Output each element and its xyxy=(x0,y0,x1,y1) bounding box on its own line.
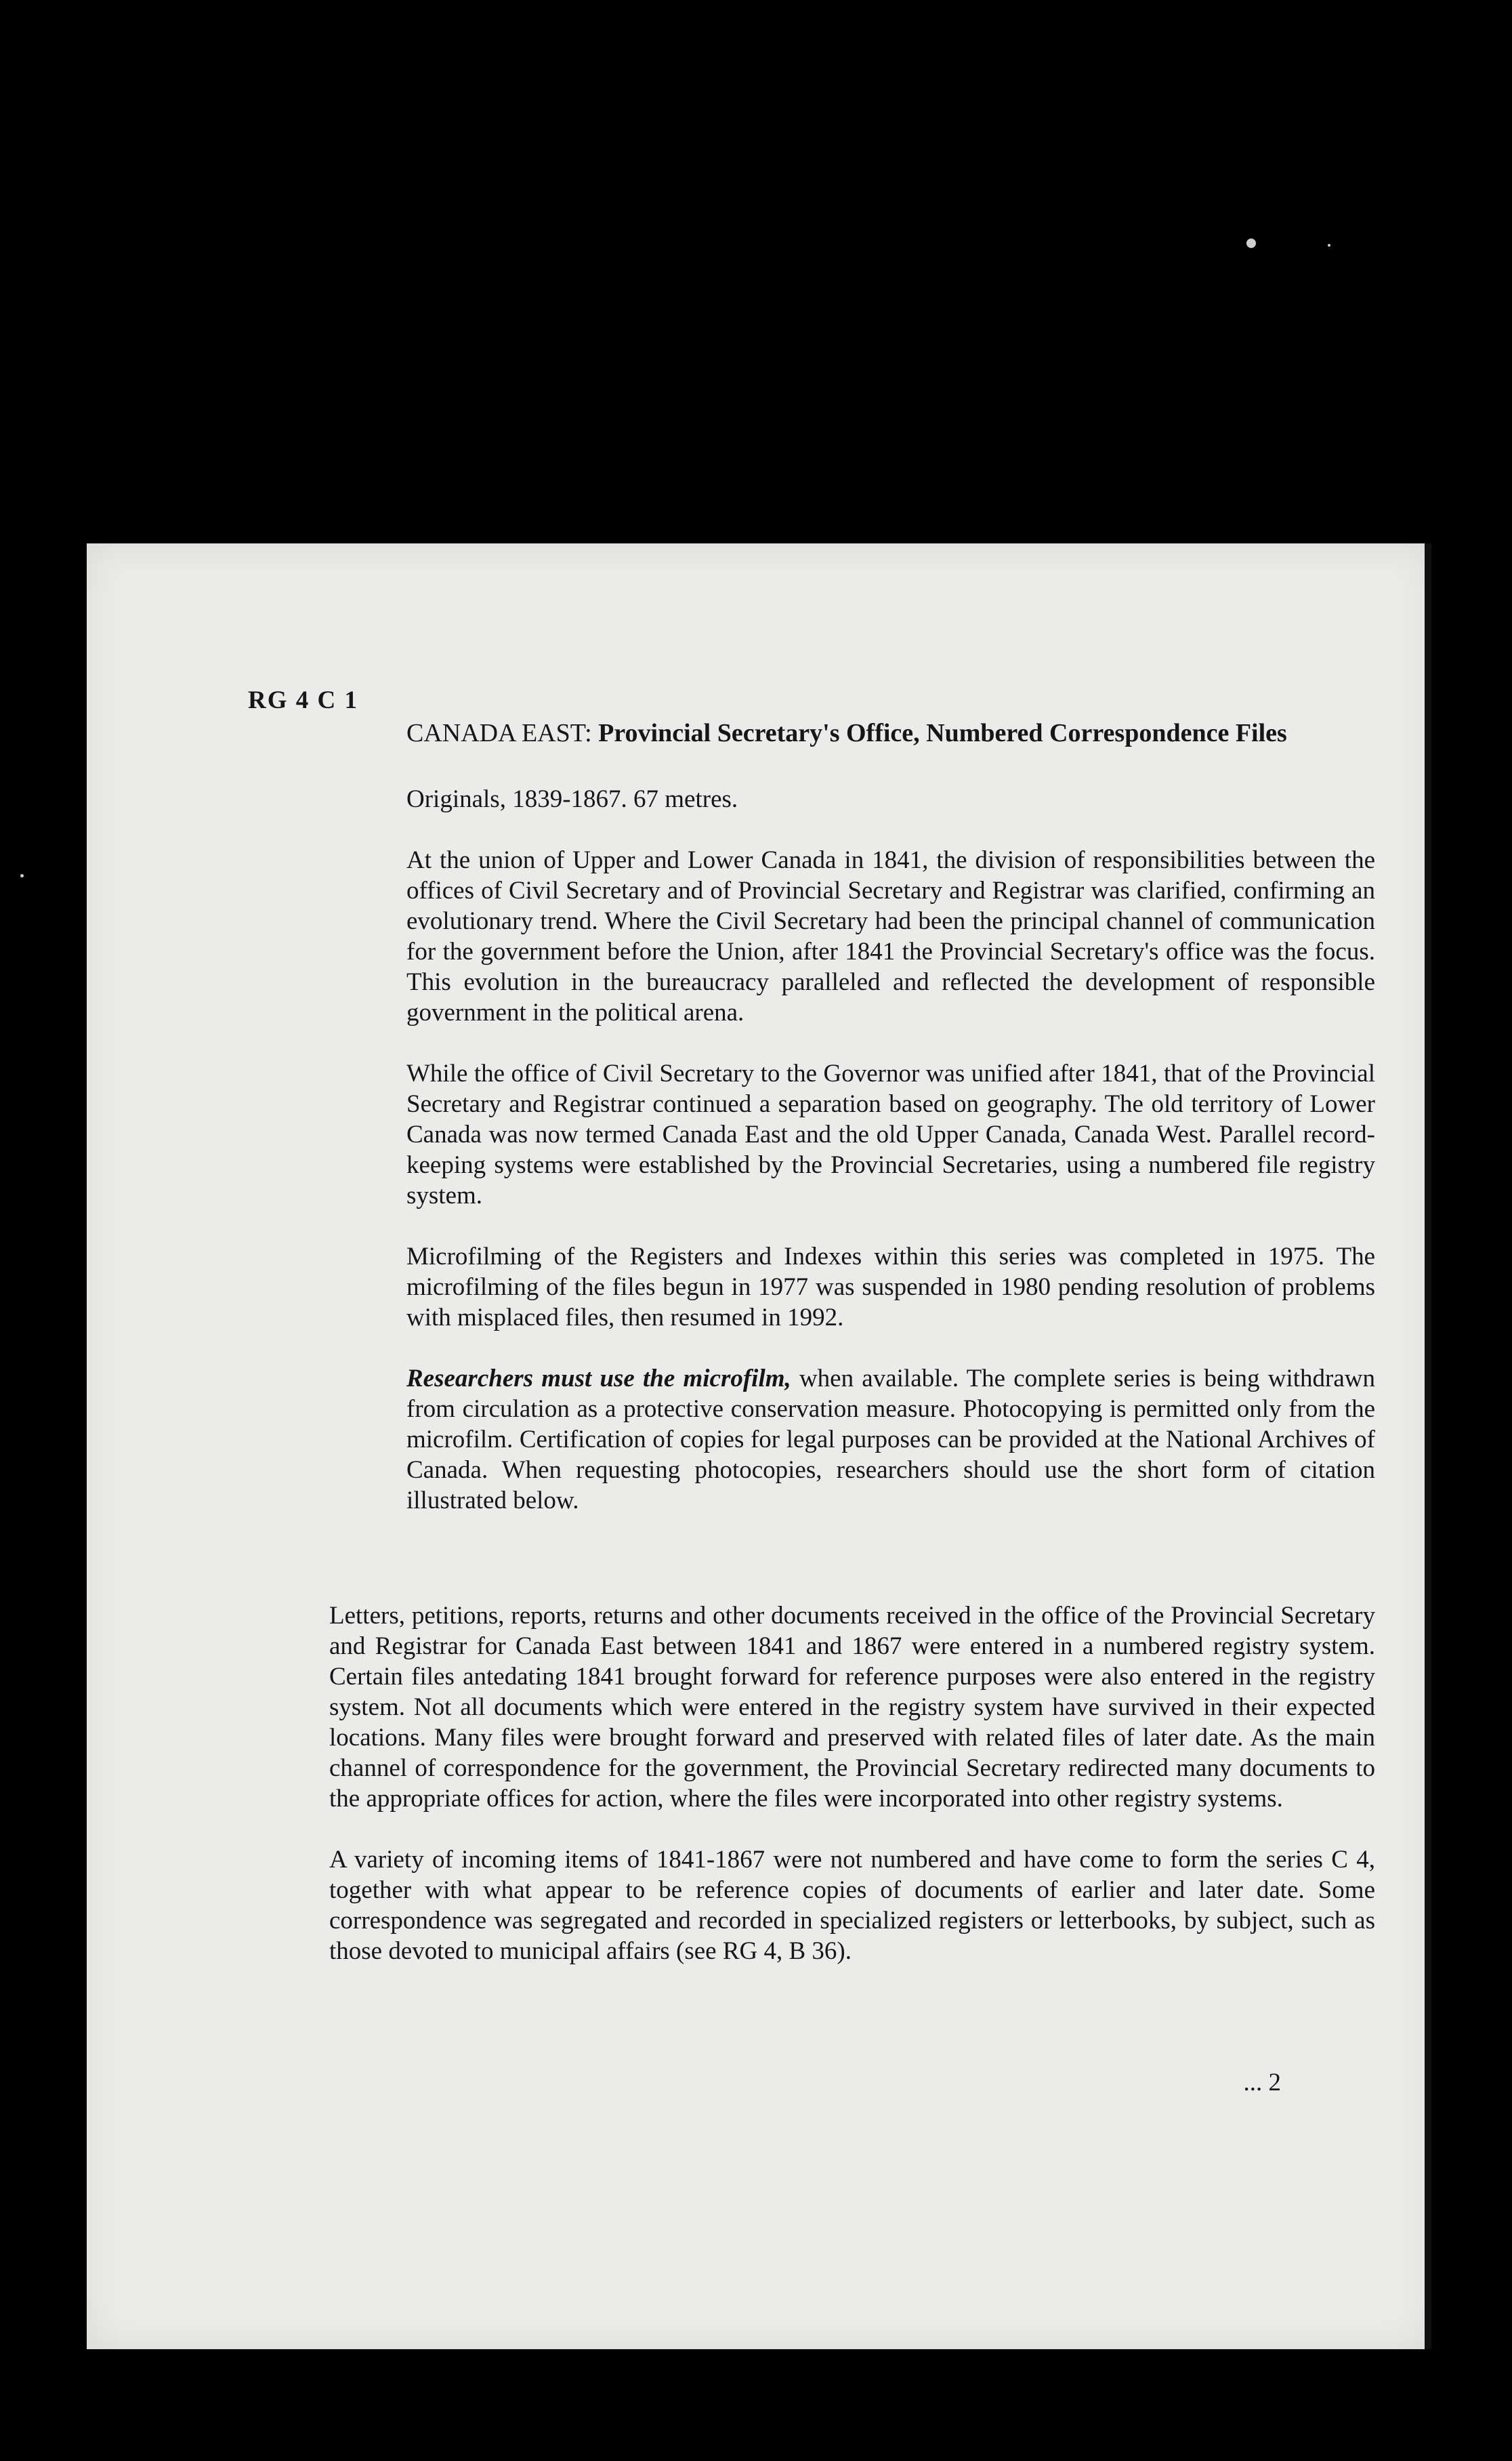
series-heading xyxy=(406,718,1375,749)
page-edge-shadow xyxy=(1425,543,1431,2349)
film-speck xyxy=(20,874,24,877)
paragraph-researchers xyxy=(406,1363,1375,1516)
film-speck xyxy=(1328,244,1330,247)
paragraph-microfilming: Microfilming of the Registers and Indexes within this series was completed in 1975. The microfilming of the files begun in 1977 was suspended in 1980 pending resolution of problems with misplaced files, then resumed in 1992. xyxy=(406,1243,1375,1331)
film-speck xyxy=(1246,239,1256,248)
paragraph-letters-petitions: Letters, petitions, reports, returns and other documents received in the office of the Provincial Secretary and Registrar for Canada East between 1841 and 1867 were entered in a numbered registry system. Certain files antedating 1841 brought forward for reference purposes were also entered in the registry system. Not all documents which were entered in the registry system have survived in their expected locations. Many files were brought forward and preserved with related files of later date. As the main channel of correspondence for the government, the Provincial Secretary redirected many documents to the appropriate offices for action, where the files were incorporated into other registry systems. xyxy=(329,1602,1375,1813)
record-group-id: RG 4 C 1 xyxy=(248,686,358,714)
page-continuation: ... 2 xyxy=(1243,2069,1281,2096)
paragraph-union: At the union of Upper and Lower Canada in 1841, the division of responsibilities between the offices of Civil Secretary and of Provincial Secretary and Registrar was clarified, confirming an evolutionary trend. Where the Civil Secretary had been the principal channel of communication for the government before the Union, after 1841 the Provincial Secretary's office was the focus. This evolution in the bureaucracy paralleled and reflected the development of responsible government in the political arena. xyxy=(406,846,1375,1027)
originals-line: Originals, 1839-1867. 67 metres. xyxy=(406,785,738,813)
researchers-lead: Researchers must use the microfilm, xyxy=(406,1365,791,1392)
indented-section xyxy=(406,718,1375,1516)
heading-prefix: CANADA EAST: xyxy=(406,719,592,747)
researchers-text: when available. The complete series is being withdrawn from circulation as a protective conservation measure. Photocopying is permitted only from the microfilm. Certification of copies for legal purposes can be provided at the National Archives of Canada. When requesting photocopies, researchers should use the short form of citation illustrated below. xyxy=(406,1365,1375,1514)
paragraph-incoming-items: A variety of incoming items of 1841-1867 were not numbered and have come to form the series C 4, together with what appear to be reference copies of documents of earlier and later date. Some correspondence was segregated and recorded in specialized registers or letterbooks, by subject, such as those devoted to municipal affairs (see RG 4, B 36). xyxy=(329,1846,1375,1965)
paragraph-civil-secretary: While the office of Civil Secretary to the Governor was unified after 1841, that of the Provincial Secretary and Registrar continued a separation based on geography. The old territory of Lower Canada was now termed Canada East and the old Upper Canada, Canada West. Parallel record-keeping systems were established by the Provincial Secretaries, using a numbered file registry system. xyxy=(406,1060,1375,1209)
document-page xyxy=(87,543,1431,2349)
heading-title: Provincial Secretary's Office, Numbered Correspondence Files xyxy=(598,719,1287,747)
full-width-section xyxy=(329,1600,1375,1966)
